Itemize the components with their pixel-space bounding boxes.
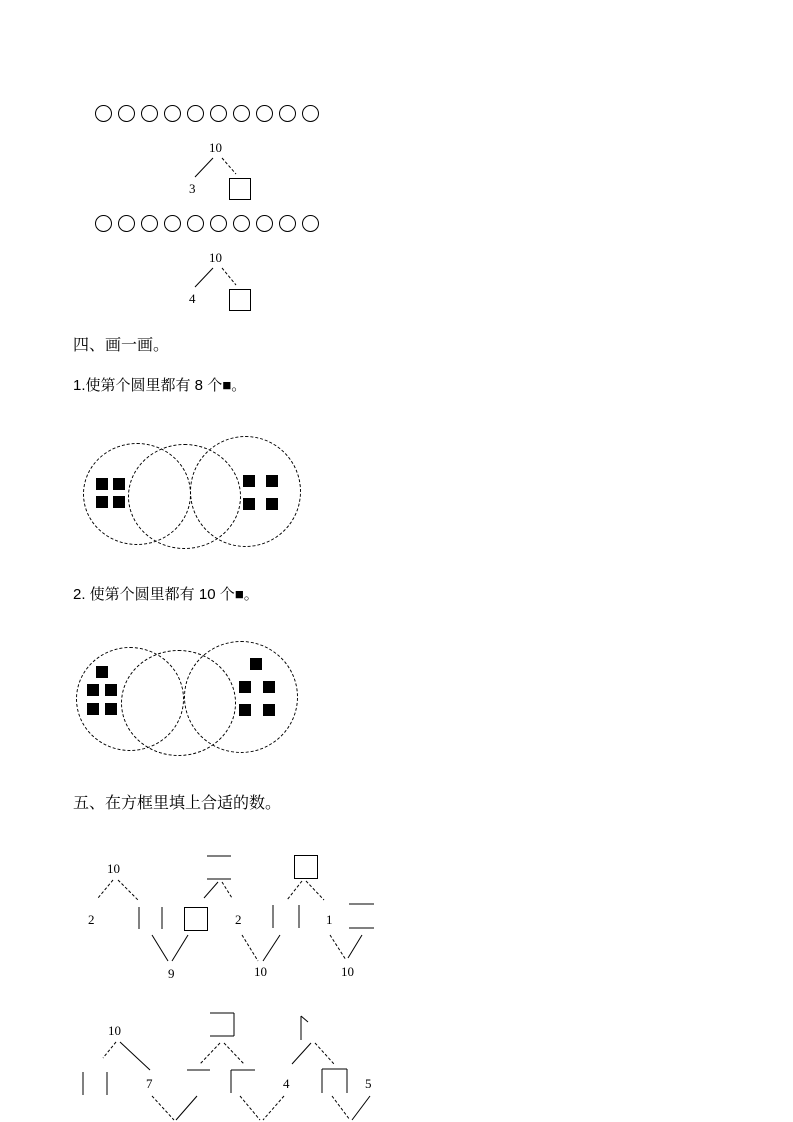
r1-top1: 10	[107, 861, 120, 876]
tree2-left: 4	[189, 291, 196, 306]
section-4-heading: 四、画一画。	[73, 335, 170, 354]
task-1-text: 1.使第个圆里都有 8 个■。	[73, 377, 247, 394]
r2-mid1: 7	[146, 1076, 153, 1091]
r1-left2: 2	[235, 912, 242, 927]
r2-mid2: 4	[283, 1076, 290, 1091]
r2-right3: 5	[365, 1076, 372, 1091]
tree1-left: 3	[189, 181, 196, 196]
r1-mid3: 1	[326, 912, 333, 927]
section-5-heading: 五、在方框里填上合适的数。	[73, 793, 282, 812]
r1-bottom3: 10	[341, 964, 354, 979]
task-2-text: 2. 使第个圆里都有 10 个■。	[73, 586, 259, 603]
r1-left1: 2	[88, 912, 95, 927]
tree1-total: 10	[209, 140, 222, 155]
tree2-total: 10	[209, 250, 222, 265]
r2-top1: 10	[108, 1023, 121, 1038]
r1-bottom2: 10	[254, 964, 267, 979]
r1-bottom1: 9	[168, 966, 175, 981]
